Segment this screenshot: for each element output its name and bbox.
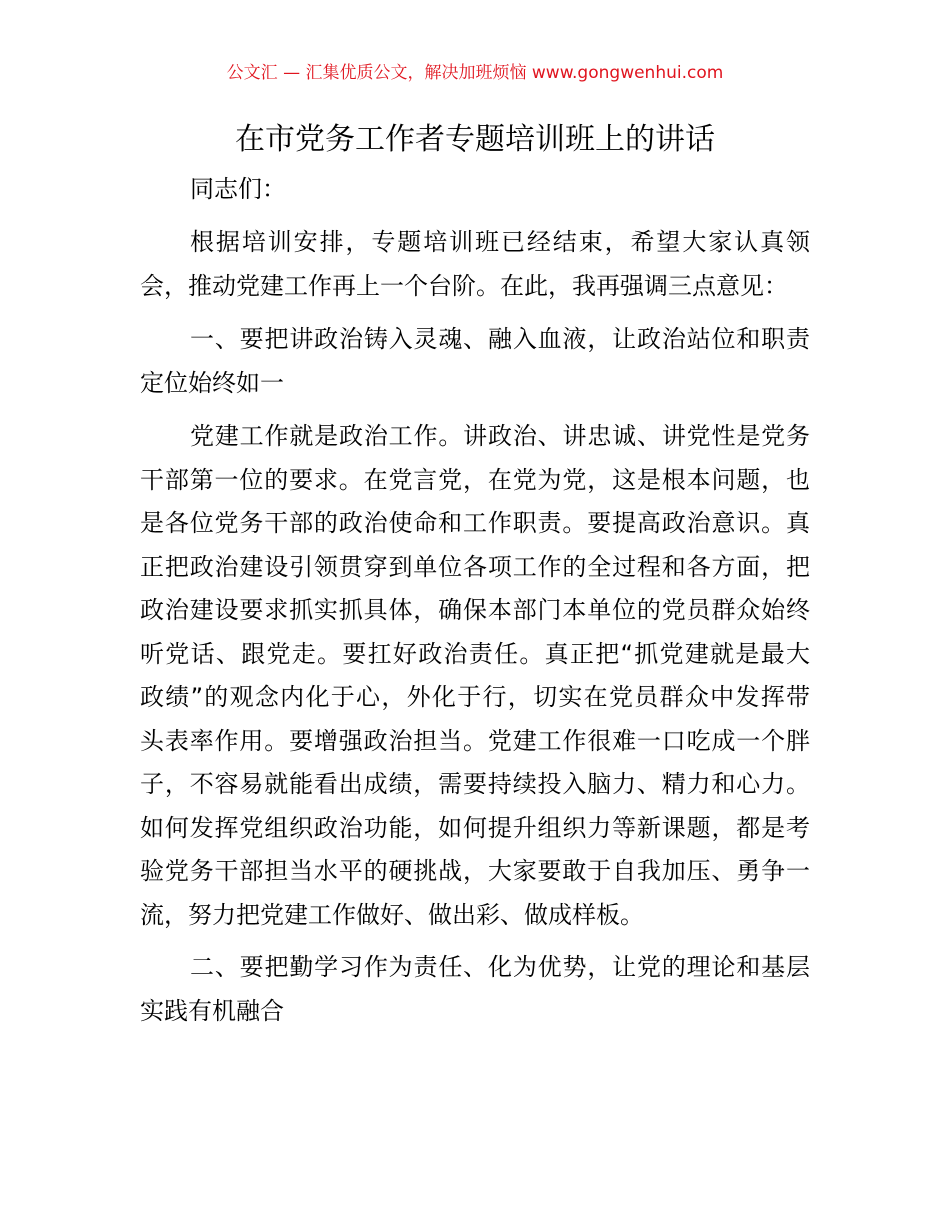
text-line: 会，推动党建工作再上一个台阶。在此，我再强调三点意见：	[140, 271, 788, 300]
text-line: 二、要把勤学习作为责任、化为优势，让党的理论和基层	[190, 953, 810, 981]
document-title: 在市党务工作者专题培训班上的讲话	[235, 122, 715, 157]
text-line: 如何发挥党组织政治功能，如何提升组织力等新课题，都是考	[140, 813, 810, 842]
text-line: 党建工作就是政治工作。讲政治、讲忠诚、讲党性是党务	[190, 422, 810, 450]
text-line: 政绩”的观念内化于心，外化于行，切实在党员群众中发挥带	[140, 683, 810, 711]
text-line: 正把政治建设引领贯穿到单位各项工作的全过程和各方面，把	[140, 552, 810, 581]
paragraph-body-1	[140, 415, 810, 937]
text-line: 定位始终如一	[140, 368, 284, 397]
text-line: 干部第一位的要求。在党言党，在党为党，这是根本问题，也	[140, 465, 810, 494]
text-line: 子，不容易就能看出成绩，需要持续投入脑力、精力和心力。	[140, 770, 810, 798]
salutation-block	[140, 168, 810, 212]
text-line: 实践有机融合	[140, 996, 284, 1025]
text-line: 根据培训安排，专题培训班已经结束，希望大家认真领	[190, 228, 810, 256]
section-heading-1	[140, 318, 810, 405]
text-line: 政治建设要求抓实抓具体，确保本部门本单位的党员群众始终	[140, 596, 810, 624]
text-line: 流，努力把党建工作做好、做出彩、做成样板。	[140, 900, 644, 929]
text-line: 验党务干部担当水平的硬挑战，大家要敢于自我加压、勇争一	[140, 857, 810, 885]
text-line: 听党话、跟党走。要扛好政治责任。真正把“抓党建就是最大	[140, 639, 810, 668]
text-line: 头表率作用。要增强政治担当。党建工作很难一口吃成一个胖	[140, 726, 810, 755]
watermark-header: 公文汇 — 汇集优质公文，解决加班烦恼 www.gongwenhui.com	[226, 63, 724, 83]
text-line: 是各位党务干部的政治使命和工作职责。要提高政治意识。真	[140, 509, 810, 537]
paragraph-intro	[140, 221, 810, 308]
section-heading-2	[140, 946, 810, 1033]
salutation: 同志们：	[190, 175, 286, 203]
text-line: 一、要把讲政治铸入灵魂、融入血液，让政治站位和职责	[190, 325, 810, 353]
